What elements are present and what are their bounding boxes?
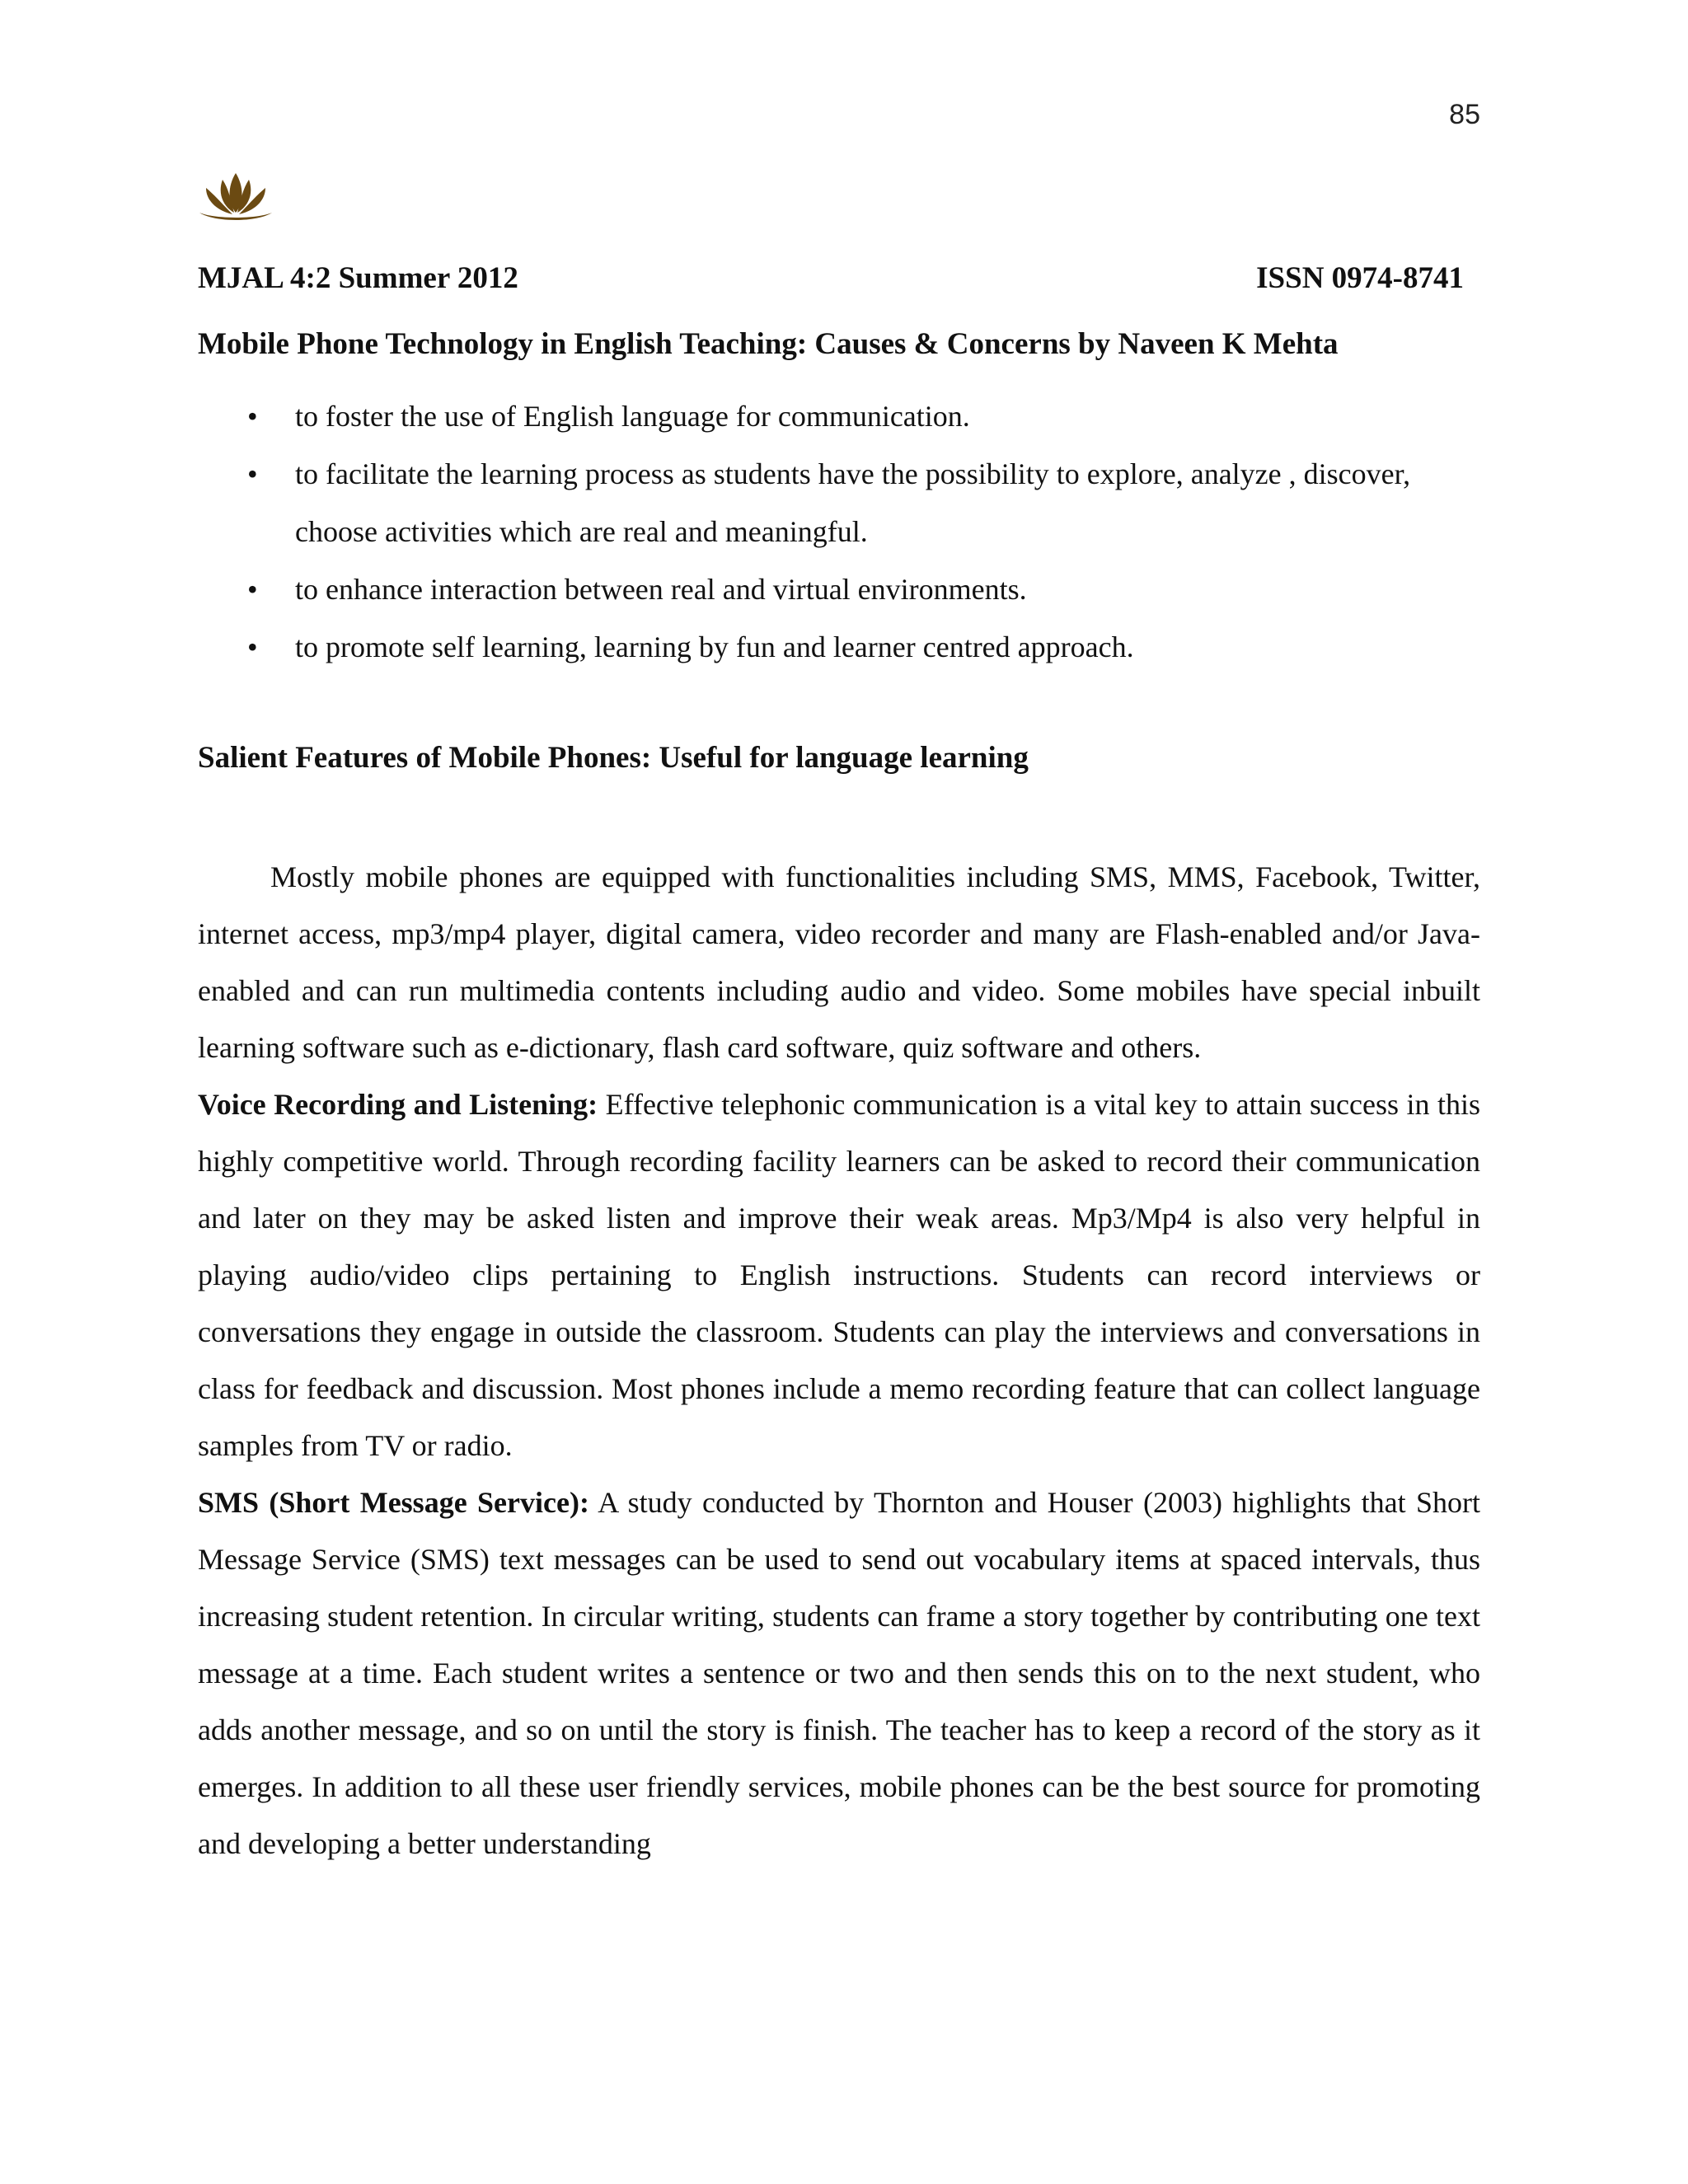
issn: ISSN 0974-8741 xyxy=(1256,261,1464,295)
intro-paragraph: Mostly mobile phones are equipped with functionalities including SMS, MMS, Facebook, Twitter, internet access, mp3/mp4 player, digital camera, video recorder and many are Flash-enabled and/or Java-enabled and can run multimedia contents including audio and video. Some mobiles have special inbuilt learning software such as e-dictionary, flash card software, quiz software and others. xyxy=(198,860,1480,1064)
list-item xyxy=(198,618,1480,676)
list-item-text: to promote self learning, learning by fun and learner centred approach. xyxy=(295,630,1134,663)
page-number: 85 xyxy=(1449,99,1480,130)
voice-recording-text: Effective telephonic communication is a vital key to attain success in this highly competitive world. Through recording facility learners can be asked to record their communication and later on they may be asked listen and improve their weak areas. Mp3/Mp4 is also very helpful in playing audio/video clips pertaining to English instructions. Students can record interviews or conversations they engage in outside the classroom. Students can play the interviews and conversations in class for feedback and discussion. Most phones include a memo recording feature that can collect language samples from TV or radio. xyxy=(198,1088,1480,1462)
list-item xyxy=(198,387,1480,445)
list-item xyxy=(198,445,1480,560)
sms-lead: SMS (Short Message Service): xyxy=(198,1486,589,1519)
bullet-icon: • xyxy=(247,400,258,433)
sms-paragraph xyxy=(198,1474,1480,1872)
voice-recording-paragraph xyxy=(198,1076,1480,1474)
sms-text: A study conducted by Thornton and Houser (2003) highlights that Short Message Service (SMS) text messages can be used to send out vocabulary items at spaced intervals, thus increasing student retention. In circular writing, students can frame a story together by contributing one text message at a time. Each student writes a sentence or two and then sends this on to the next student, who adds another message, and so on until the story is finish. The teacher has to keep a record of the story as it emerges. In addition to all these user friendly services, mobile phones can be the best source for promoting and developing a better understanding xyxy=(198,1486,1481,1860)
journal-issue: MJAL 4:2 Summer 2012 xyxy=(198,261,518,295)
objectives-list xyxy=(198,387,1480,676)
bullet-icon: • xyxy=(247,630,258,663)
lotus-icon xyxy=(198,171,274,223)
list-item-text: to foster the use of English language for communication. xyxy=(295,400,970,433)
list-item-text: to enhance interaction between real and virtual environments. xyxy=(295,573,1027,606)
section-body xyxy=(198,849,1480,1872)
list-item xyxy=(198,560,1480,618)
list-item-text: to facilitate the learning process as students have the possibility to explore, analyze , discover, choose activities which are real and meaningful. xyxy=(295,457,1411,548)
bullet-icon: • xyxy=(247,573,258,606)
bullet-icon: • xyxy=(247,457,258,490)
article-title: Mobile Phone Technology in English Teaching: Causes & Concerns by Naveen K Mehta xyxy=(198,327,1339,361)
journal-header xyxy=(198,260,1464,296)
voice-recording-lead: Voice Recording and Listening: xyxy=(198,1088,598,1121)
section-heading: Salient Features of Mobile Phones: Useful for language learning xyxy=(198,741,1029,775)
